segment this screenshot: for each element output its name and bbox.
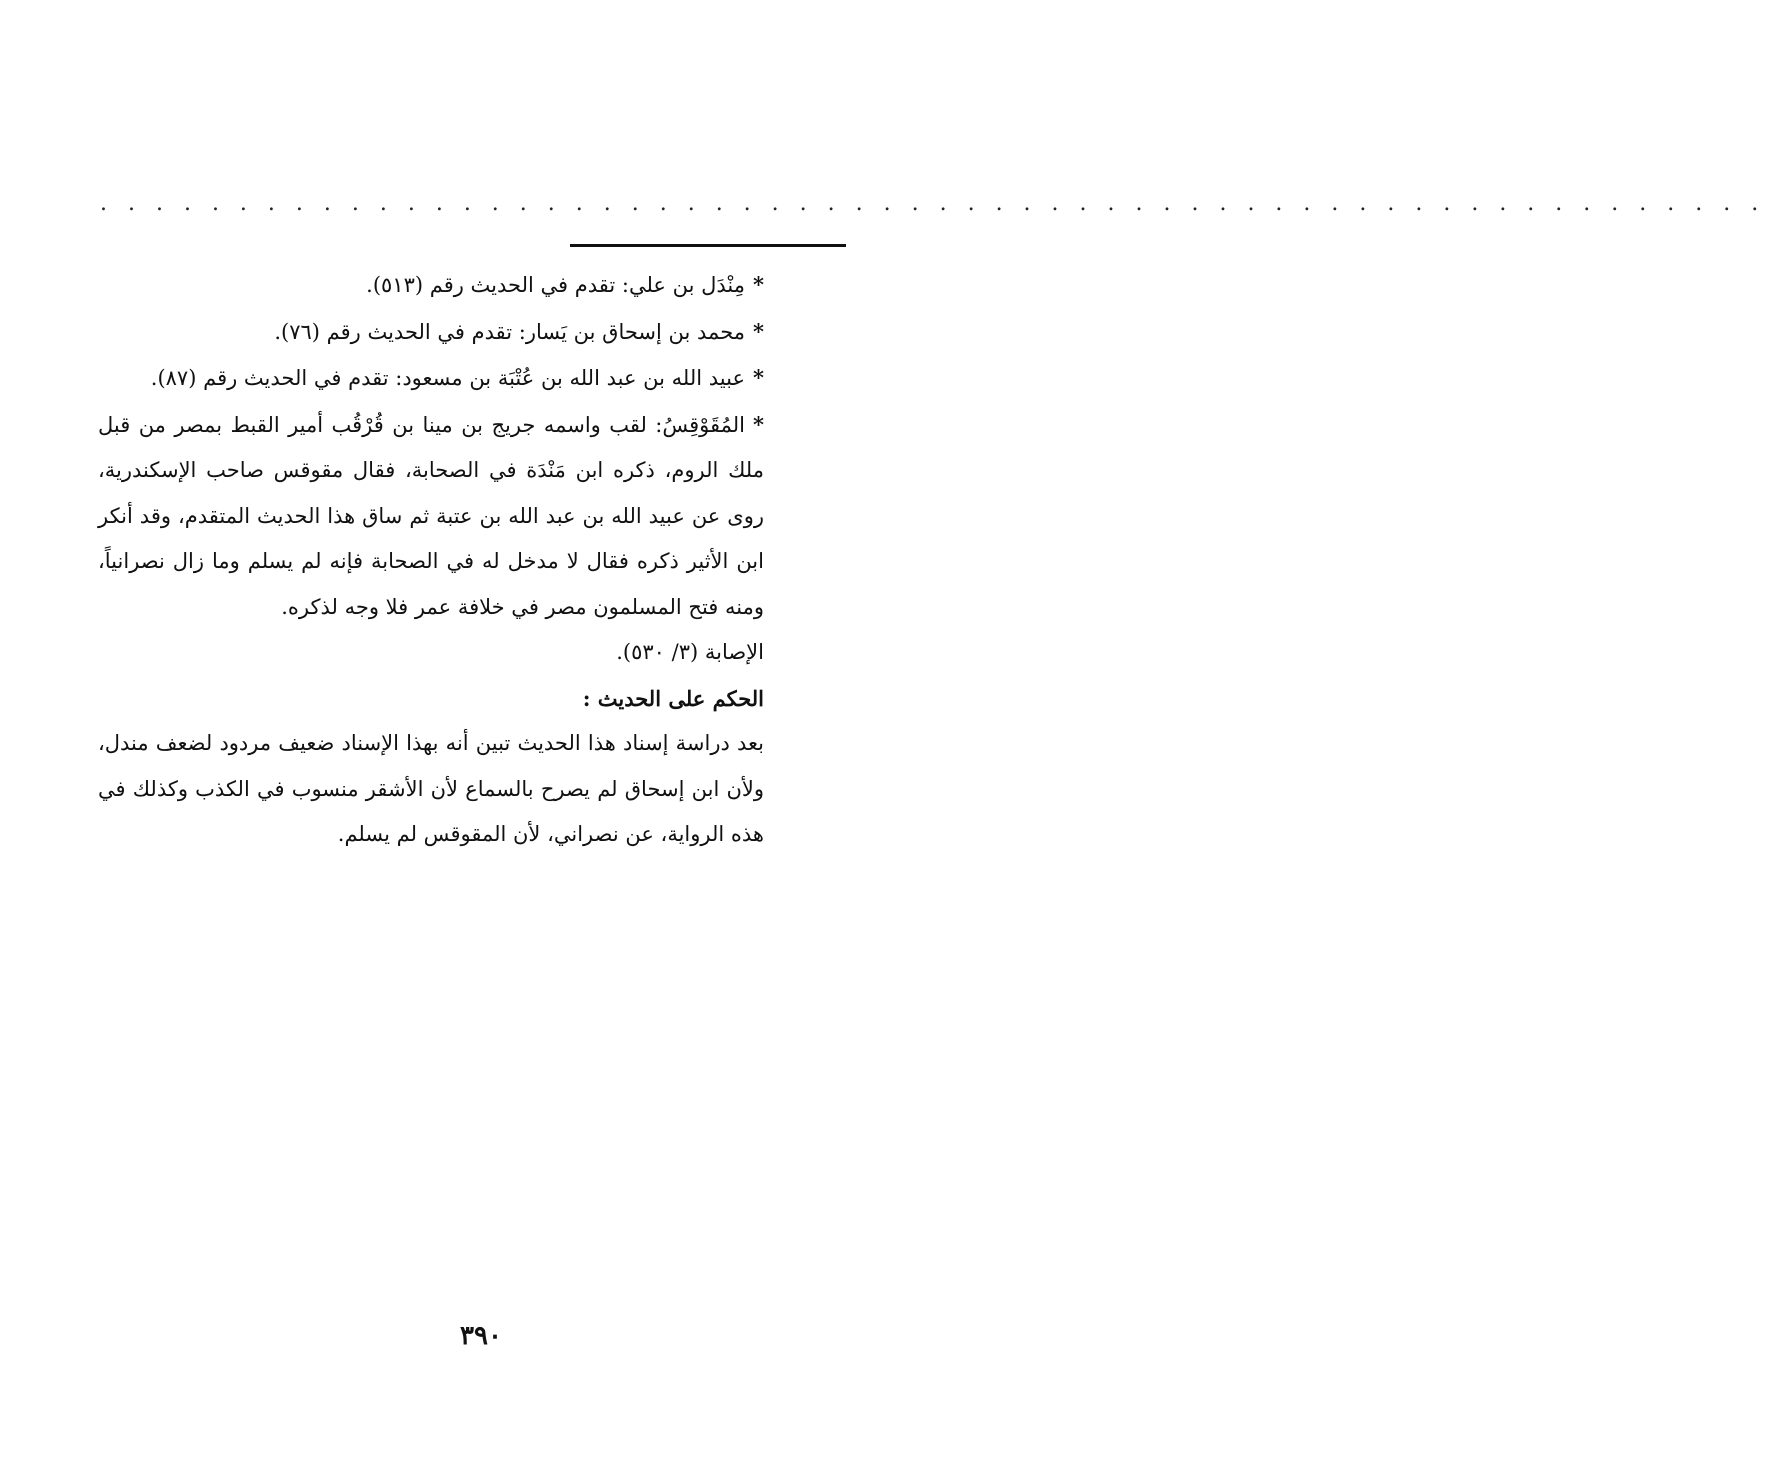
bullet-mark: * — [753, 272, 764, 297]
footnote-rule — [570, 244, 846, 247]
entry-text: مِنْدَل بن علي: تقدم في الحديث رقم (٥١٣). — [366, 273, 746, 297]
page-body — [98, 262, 764, 858]
bullet-mark: * — [753, 365, 764, 390]
entry-text: عبيد الله بن عبد الله بن عُتْبَة بن مسعود: تقدم في الحديث رقم (٨٧). — [150, 366, 746, 390]
reference-line: الإصابة (٣/ ٥٣٠). — [616, 640, 764, 664]
dotted-separator: . . . . . . . . . . . . . . . . . . . . . . . . . . . . . . . . . . . . . . . . . . . . . . . . . . . . . . . . . . . . — [100, 191, 1765, 216]
entry-muqawqis — [98, 402, 764, 631]
ruling-heading: الحكم على الحديث : — [582, 685, 764, 711]
entry-text: المُقَوْقِسُ: لقب واسمه جريج بن مينا بن قُرْقُب أمير القبط بمصر من قبل ملك الروم، ذكره ابن مَنْدَة في الصحابة، فقال مقوقس صاحب الإسكندرية، روى عن عبيد الله بن عبد الله بن عتبة ثم ساق هذا الحديث المتقدم، وقد أنكر ابن الأثير ذكره فقال لا مدخل له في الصحابة فإنه لم يسلم وما زال نصرانياً، ومنه فتح المسلمون مصر في خلافة عمر فلا وجه لذكره. — [98, 412, 764, 619]
entry-ubaydullah — [98, 355, 764, 402]
bullet-mark: * — [753, 411, 764, 437]
ruling-text: بعد دراسة إسناد هذا الحديث تبين أنه بهذا الإسناد ضعيف مردود لضعف مندل، ولأن ابن إسحاق لم يصرح بالسماع لأن الأشقر منسوب في الكذب وكذلك في هذه الرواية، عن نصراني، لأن المقوقس لم يسلم. — [98, 731, 764, 846]
entry-mindal — [98, 262, 764, 309]
entry-text: محمد بن إسحاق بن يَسار: تقدم في الحديث رقم (٧٦). — [274, 319, 746, 344]
bullet-mark: * — [753, 318, 764, 344]
entry-muhammad-ibn-ishaq — [98, 309, 764, 356]
page-number: ٣٩٠ — [460, 1321, 502, 1351]
